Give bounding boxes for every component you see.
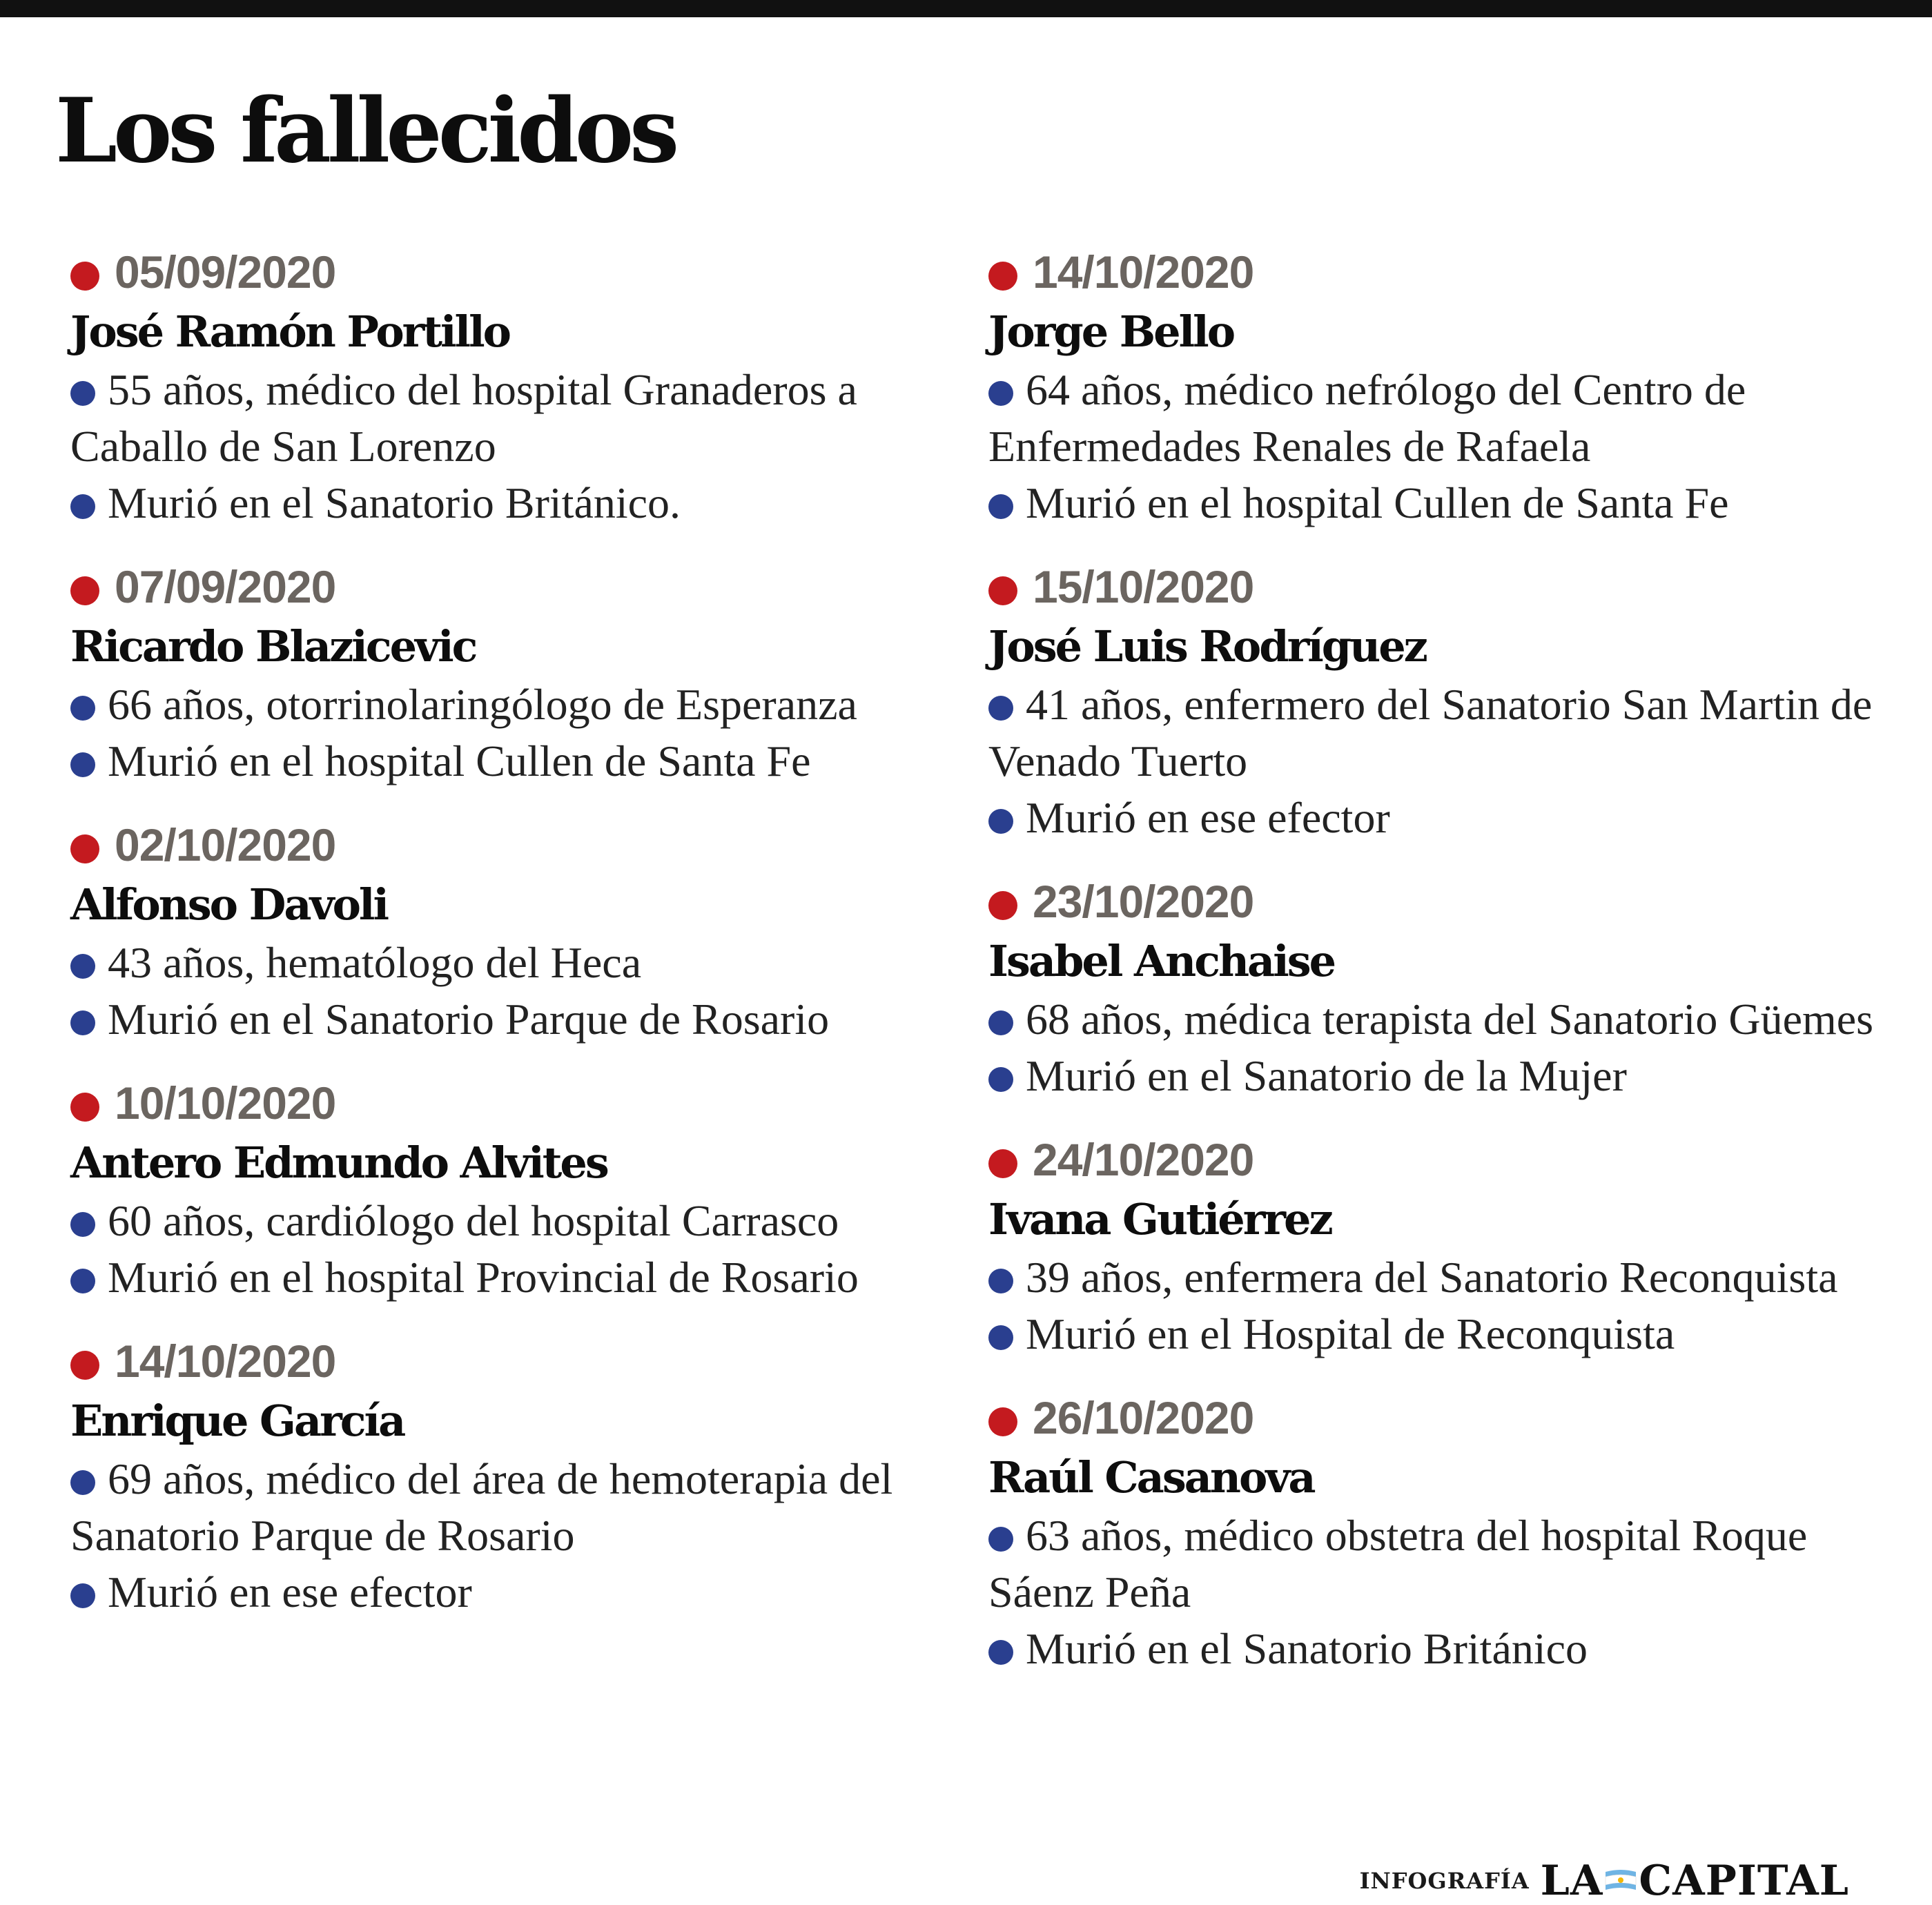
entry-detail-text: 60 años, cardiólogo del hospital Carrasco: [108, 1196, 839, 1245]
obituary-entry: [988, 242, 1886, 531]
entry-date: [70, 1073, 968, 1133]
entry-detail: [988, 676, 1886, 790]
entry-name: Ivana Gutiérrez: [988, 1194, 1331, 1244]
entry-name: José Luis Rodríguez: [988, 621, 1426, 672]
entry-date-text: 23/10/2020: [1033, 876, 1254, 927]
blue-bullet-icon: [70, 752, 95, 777]
blue-bullet-icon: [70, 1010, 95, 1035]
obituary-entry: [988, 1387, 1886, 1677]
entry-date: [70, 1331, 968, 1391]
entry-detail: [988, 1621, 1886, 1677]
entry-detail: [70, 1451, 968, 1564]
entry-date: [988, 1387, 1886, 1448]
blue-bullet-icon: [988, 1640, 1013, 1665]
blue-bullet-icon: [70, 1269, 95, 1293]
right-column: [988, 242, 1886, 1702]
entry-name: Raúl Casanova: [988, 1452, 1314, 1503]
entry-detail: [988, 1048, 1886, 1104]
red-bullet-icon: [988, 1149, 1017, 1178]
blue-bullet-icon: [988, 1269, 1013, 1293]
entry-date-text: 10/10/2020: [115, 1077, 336, 1129]
entry-detail: [70, 676, 968, 733]
red-bullet-icon: [988, 576, 1017, 605]
entry-detail-text: Murió en el Sanatorio Británico: [1026, 1624, 1588, 1673]
blue-bullet-icon: [70, 696, 95, 721]
entry-date: [988, 871, 1886, 932]
credit-label: INFOGRAFÍA: [1359, 1868, 1530, 1894]
top-border-bar: [0, 0, 1932, 17]
entry-detail-text: 68 años, médica terapista del Sanatorio Güemes: [1026, 995, 1874, 1044]
entry-detail: [988, 1507, 1886, 1621]
entry-detail-text: Murió en el Sanatorio Británico.: [108, 478, 681, 527]
entry-date: [70, 242, 968, 302]
entry-name: Alfonso Davoli: [70, 879, 388, 930]
entry-name: Enrique García: [70, 1396, 404, 1446]
left-column: [70, 242, 968, 1645]
entry-detail: [70, 935, 968, 991]
entry-name: Isabel Anchaise: [988, 936, 1335, 986]
entry-detail-text: 41 años, enfermero del Sanatorio San Martin de Venado Tuerto: [988, 680, 1873, 785]
entry-date-text: 02/10/2020: [115, 819, 336, 870]
red-bullet-icon: [988, 1407, 1017, 1436]
obituary-entry: [70, 242, 968, 531]
blue-bullet-icon: [988, 1527, 1013, 1552]
entry-date: [988, 242, 1886, 302]
entry-detail-text: Murió en el Sanatorio Parque de Rosario: [108, 995, 830, 1044]
entry-detail-text: Murió en ese efector: [108, 1567, 472, 1616]
entry-detail-text: 66 años, otorrinolaringólogo de Esperanza: [108, 680, 857, 729]
obituary-entry: [70, 1073, 968, 1306]
entry-detail: [70, 1564, 968, 1621]
obituary-entry: [70, 556, 968, 790]
entry-detail: [988, 991, 1886, 1048]
entry-date-text: 14/10/2020: [115, 1336, 336, 1387]
entry-detail-text: Murió en el Sanatorio de la Mujer: [1026, 1051, 1627, 1100]
brand-logo: [1541, 1857, 1849, 1905]
blue-bullet-icon: [988, 381, 1013, 406]
blue-bullet-icon: [70, 954, 95, 979]
blue-bullet-icon: [988, 494, 1013, 519]
entry-date-text: 14/10/2020: [1033, 246, 1254, 297]
blue-bullet-icon: [70, 381, 95, 406]
red-bullet-icon: [70, 1093, 99, 1122]
blue-bullet-icon: [988, 1010, 1013, 1035]
red-bullet-icon: [70, 1351, 99, 1380]
brand-logo-part1: LA: [1540, 1857, 1603, 1905]
entry-detail-text: Murió en el hospital Cullen de Santa Fe: [108, 736, 811, 785]
entry-detail: [70, 1193, 968, 1249]
argentina-flag-icon: [1604, 1868, 1637, 1894]
entry-detail: [988, 1249, 1886, 1306]
entry-detail: [70, 1249, 968, 1306]
entry-detail: [988, 362, 1886, 475]
entry-detail-text: 43 años, hematólogo del Heca: [108, 938, 642, 987]
entry-date: [70, 814, 968, 875]
entry-detail: [988, 475, 1886, 531]
entry-date: [988, 1129, 1886, 1190]
blue-bullet-icon: [988, 1325, 1013, 1350]
blue-bullet-icon: [988, 809, 1013, 834]
entry-detail-text: Murió en el hospital Cullen de Santa Fe: [1026, 478, 1729, 527]
entry-detail-text: Murió en el Hospital de Reconquista: [1026, 1309, 1675, 1358]
blue-bullet-icon: [70, 1583, 95, 1608]
blue-bullet-icon: [70, 494, 95, 519]
entry-date: [988, 556, 1886, 617]
credit-footer: [1360, 1857, 1849, 1905]
entry-detail: [70, 991, 968, 1048]
entry-date-text: 07/09/2020: [115, 561, 336, 612]
entry-name: Antero Edmundo Alvites: [70, 1137, 607, 1188]
blue-bullet-icon: [988, 1067, 1013, 1092]
red-bullet-icon: [70, 262, 99, 291]
entry-name: José Ramón Portillo: [70, 306, 509, 357]
entry-detail-text: 55 años, médico del hospital Granaderos a Caballo de San Lorenzo: [70, 365, 857, 471]
obituary-entry: [988, 1129, 1886, 1362]
blue-bullet-icon: [70, 1212, 95, 1237]
red-bullet-icon: [988, 891, 1017, 920]
entry-date-text: 26/10/2020: [1033, 1392, 1254, 1443]
entry-detail-text: Murió en ese efector: [1026, 793, 1390, 842]
entry-detail: [988, 1306, 1886, 1362]
entry-detail: [988, 790, 1886, 846]
red-bullet-icon: [70, 834, 99, 863]
page-title: Los fallecidos: [55, 79, 676, 183]
obituary-entry: [70, 1331, 968, 1621]
obituary-entry: [988, 871, 1886, 1104]
entry-detail-text: 63 años, médico obstetra del hospital Roque Sáenz Peña: [988, 1511, 1808, 1616]
entry-detail-text: 39 años, enfermera del Sanatorio Reconquista: [1026, 1253, 1838, 1302]
entry-detail-text: Murió en el hospital Provincial de Rosario: [108, 1253, 859, 1302]
entry-date: [70, 556, 968, 617]
brand-logo-part2: CAPITAL: [1639, 1857, 1849, 1905]
blue-bullet-icon: [988, 696, 1013, 721]
entry-date-text: 05/09/2020: [115, 246, 336, 297]
obituary-entry: [988, 556, 1886, 846]
entry-detail-text: 69 años, médico del área de hemoterapia del Sanatorio Parque de Rosario: [70, 1454, 893, 1560]
entry-date-text: 15/10/2020: [1033, 561, 1254, 612]
entry-date-text: 24/10/2020: [1033, 1134, 1254, 1185]
red-bullet-icon: [70, 576, 99, 605]
entry-detail: [70, 362, 968, 475]
obituary-entry: [70, 814, 968, 1048]
entry-detail-text: 64 años, médico nefrólogo del Centro de Enfermedades Renales de Rafaela: [988, 365, 1746, 471]
entry-name: Ricardo Blazicevic: [70, 621, 476, 672]
red-bullet-icon: [988, 262, 1017, 291]
entry-detail: [70, 733, 968, 790]
entry-detail: [70, 475, 968, 531]
entry-name: Jorge Bello: [988, 306, 1234, 357]
blue-bullet-icon: [70, 1470, 95, 1495]
